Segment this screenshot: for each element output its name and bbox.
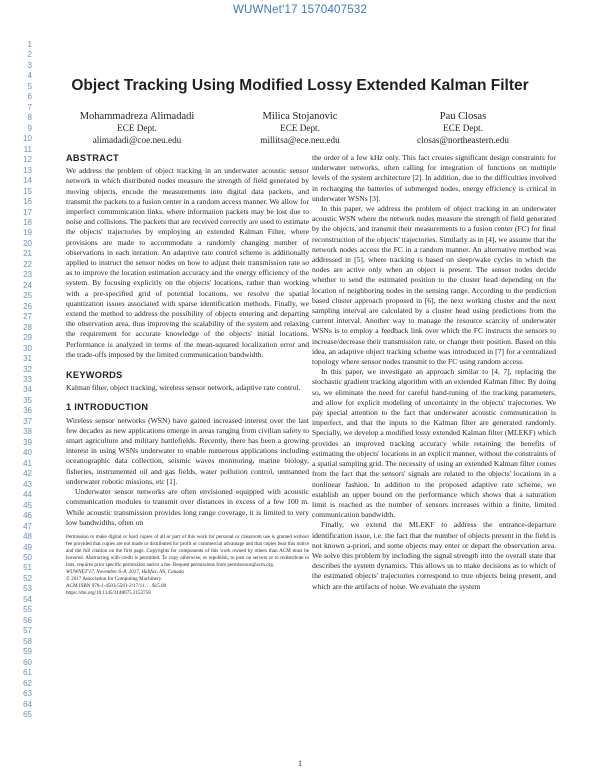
line-number: 60: [23, 657, 32, 667]
line-number: 14: [23, 176, 32, 186]
author-email[interactable]: alimadadi@coe.neu.edu: [92, 134, 182, 145]
line-number: 30: [23, 343, 32, 353]
line-number: 28: [23, 322, 32, 332]
line-number: 21: [23, 249, 32, 259]
line-number: 48: [23, 532, 32, 542]
line-number: 32: [23, 364, 32, 374]
line-number: 52: [23, 573, 32, 583]
line-number: 51: [23, 563, 32, 573]
footnote-isbn: ACM ISBN 978-1-4503-5561-2/17/11. . . $15.00: [66, 582, 167, 589]
line-number: 41: [23, 458, 32, 468]
line-number: 29: [23, 333, 32, 343]
author-1: [62, 110, 212, 146]
line-number: 65: [23, 710, 32, 719]
line-number: 63: [23, 689, 32, 699]
abstract-heading: ABSTRACT: [66, 153, 119, 163]
line-number: 50: [23, 552, 32, 562]
line-number: 44: [23, 490, 32, 500]
author-2: [225, 110, 375, 146]
line-number: 10: [23, 134, 32, 144]
line-number: 15: [23, 186, 32, 196]
line-number: 1: [27, 40, 32, 49]
line-number: 46: [23, 511, 32, 521]
body-paragraph-4: Finally, we extend the MLEKF to address the entrance-departure identification issue, i.e. the fact that the number of objects present in the field is not known a-priori, and some objects may enter or depart the observation area. We solve this problem by including the signal strength into the overall state that describes the system dynamics. This allows us to make decisions as to which of the estimated objects' trajectories correspond to true objects being present, and which are the artifacts of noise. We evaluate the system: [312, 520, 556, 591]
author-block: [62, 110, 538, 146]
author-email[interactable]: closas@northeastern.edu: [417, 134, 509, 145]
line-number-gutter: [8, 40, 32, 720]
line-number: 26: [23, 301, 32, 311]
line-number: 9: [27, 123, 32, 133]
author-dept: ECE Dept.: [443, 123, 483, 133]
line-number: 62: [23, 678, 32, 688]
paper-title: Object Tracking Using Modified Lossy Extended Kalman Filter: [71, 77, 529, 94]
author-name: Milica Stojanovic: [262, 111, 338, 122]
line-number: 24: [23, 280, 32, 290]
intro-paragraph-2: Underwater sensor networks are often envisioned equipped with acoustic communication modules to transmit over distances in excess of a few 100 m. While acoustic transmission provides long range coverage, it is limited to very low bandwidths, often on: [66, 487, 309, 527]
author-dept: ECE Dept.: [117, 123, 157, 133]
line-number: 33: [23, 375, 32, 384]
line-number: 56: [23, 615, 32, 625]
keywords-text: Kalman filter, object tracking, wireless sensor network, adaptive rate control.: [66, 383, 301, 393]
author-dept: ECE Dept.: [280, 123, 320, 133]
body-paragraph-2: In this paper, we address the problem of object tracking in an underwater acoustic WSN where the network nodes measure the strength of field generated by the objects, and transmit their measurements to a fusion center (FC) for final reconstruction of the objects' trajectories. Similarly as in [4], we assume that the network nodes access the FC in a random manner. An alternative method was addressed in [5], where tracking is based on sleep/wake cycles in which the nodes are active only when an object is present. The sensor nodes decide whether to send the estimated position to the cluster head depending on the location of neighboring nodes in the sensing range. According to the prediction based cluster approach proposed in [6], the next working cluster and the next sampling interval are calculated by a cluster head using predictions from the current interval. Another way to manage the resource scarcity of underwater WSNs is to employ a feedback link over which the FC instructs the sensors to increase/decrease their transmission rate, or change their position. Based on this idea, an adaptive object tracking scheme was introduced in [7] for a centralized topology where sensor nodes transmit to the FC using random access.: [312, 204, 556, 367]
line-number: 23: [23, 270, 32, 280]
line-number: 3: [27, 60, 32, 70]
line-number: 4: [27, 71, 32, 81]
line-number: 13: [23, 165, 32, 175]
line-number: 42: [23, 469, 32, 479]
keywords-heading: KEYWORDS: [66, 370, 123, 381]
line-number: 25: [23, 291, 32, 301]
line-number: 18: [23, 217, 32, 227]
line-number: 31: [23, 354, 32, 364]
line-number: 43: [23, 479, 32, 489]
author-name: Mohammadreza Alimadadi: [79, 111, 195, 122]
intro-paragraph-1: Wireless sensor networks (WSN) have gained increased interest over the last few decades as new applications emerge in areas ranging from civilian safety to smart agriculture and military battlefields. Recently, there has been a growing interest in using WSNs underwater to enable numerous applications including oceanographic data collection, seismic waves monitoring, marine biology, fisheries, instrumented oil and gas fields, water pollution control, unmanned underwater robotic missions, etc [1].: [66, 415, 309, 486]
line-number: 34: [23, 385, 32, 395]
line-number: 39: [23, 437, 32, 447]
body-paragraph-3: In this paper, we investigate an approach similar to [4, 7], replacing the stochastic gradient tracking algorithm with an extended Kalman filter. By doing so, we eliminate the need for careful hand-tuning of the tracking parameters, and allow for explicit modeling of uncertainty in the objects' trajectories. We pay special attention to the fact that underwater acoustic communication is imperfect, and that the inputs to the Kalman filter are generated randomly. Specially, we develop a modified lossy extended Kalman filter (MLEKF) which provides an improved tracking accuracy while retaining the benefits of estimating the objects' locations in an explicit manner, without the constraints of a spatial sampling grid. The necessity of using an extended Kalman filter comes from the fact that the sensors' signals are related to the objects' locations in a nonlinear fashion. In addition to the proposed adaptive rate scheme, we establish an upper bound on the performance which shows that a saturation limit is reached as the number of sensors increases within a finite, limited communication bandwidth.: [312, 367, 557, 520]
left-column: [66, 153, 309, 597]
line-number: 49: [23, 542, 32, 552]
introduction-heading: 1 INTRODUCTION: [66, 402, 149, 413]
line-number: 20: [23, 238, 32, 248]
line-number: 2: [27, 50, 32, 60]
line-number: 61: [23, 668, 32, 678]
line-number: 64: [23, 699, 32, 709]
line-number: 12: [23, 155, 32, 165]
line-number: 6: [27, 92, 32, 102]
line-number: 19: [23, 228, 32, 238]
line-number: 27: [23, 312, 32, 322]
author-name: Pau Closas: [439, 111, 487, 122]
line-number: 55: [23, 605, 32, 615]
line-number: 57: [23, 626, 32, 636]
line-number: 8: [27, 113, 32, 123]
body-paragraph-1: the order of a few kHz only. This fact creates significant design constraints for underwater networks, often calling for integration of functions on multiple levels of the system architecture [2]. In addition, due to the difficulties involved in recharging the batteries of submerged nodes, energy efficiency is critical in underwater WSNs [3].: [312, 153, 556, 203]
author-email[interactable]: millitsa@ece.neu.edu: [260, 134, 340, 145]
line-number: 38: [23, 427, 32, 437]
footnote-permission: Permission to make digital or hard copies of all or part of this work for personal or classroom use is granted without fee provided that copies are not made or distributed for profit or commercial advantage and that copies bear this notice and the full citation on the first page. Copyrights for components of this work owned by others than ACM must be honored. Abstracting with credit is permitted. To copy otherwise, or republish, to post on servers or to redistribute to lists, requires prior specific permission and/or a fee. Request permissions from permissions@acm.org.: [66, 533, 309, 568]
permission-footnote: [66, 534, 309, 597]
line-number: 40: [23, 448, 32, 458]
footnote-venue: WUWNET'17, November 6–8, 2017, Halifax, NS, Canada: [66, 568, 184, 575]
page-number: 1: [297, 758, 303, 768]
line-number: 5: [27, 81, 32, 91]
line-number: 7: [27, 102, 32, 112]
footnote-copyright: © 2017 Association for Computing Machinery.: [66, 575, 163, 582]
line-number: 17: [23, 207, 32, 217]
conference-tag: WUWNet'17 1570407532: [232, 4, 368, 16]
line-number: 11: [23, 144, 32, 154]
author-3: [388, 110, 538, 146]
line-number: 35: [23, 395, 32, 405]
right-column: [312, 153, 556, 592]
line-number: 54: [23, 594, 32, 604]
line-number: 16: [23, 197, 32, 207]
footnote-doi[interactable]: https://doi.org/10.1145/3148675.3152758: [66, 589, 151, 596]
line-number: 47: [23, 521, 32, 531]
abstract-text: We address the problem of object tracking in an underwater acoustic sensor network in which distributed nodes measure the strength of field generated by moving objects, encode the measurements into digital data packets, and transmit the packets to a fusion center in a random access manner. We allow for imperfect communication links, where information packets may be lost due to noise and collisions. The packets that are received correctly are used to estimate the objects' trajectories by employing an extended Kalman Filter, where provisions are made to accommodate a randomly changing number of observations in each iteration. An adaptive rate control scheme is additionally applied to instruct the sensor nodes on how to adjust their transmission rate so as to improve the location estimation accuracy and the energy efficiency of the system. By focusing explicitly on the objects' locations, rather than working with a pre-specified grid of potential locations, we resolve the spatial quantization issues associated with sparse identification methods. Finally, we extend the method to address the possibility of objects entering and departing the observation area, thus improving the scalability of the system and relaxing the requirement for accurate knowledge of the objects' initial locations. Performance is analyzed in terms of the mean-squared localization error and the trade-offs imposed by the limited communication bandwidth.: [66, 166, 309, 359]
line-number: 22: [23, 259, 32, 269]
line-number: 58: [23, 636, 32, 646]
line-number: 59: [23, 647, 32, 657]
line-number: 53: [23, 584, 32, 594]
line-number: 36: [23, 406, 32, 416]
line-number: 37: [23, 416, 32, 426]
line-number: 45: [23, 500, 32, 510]
